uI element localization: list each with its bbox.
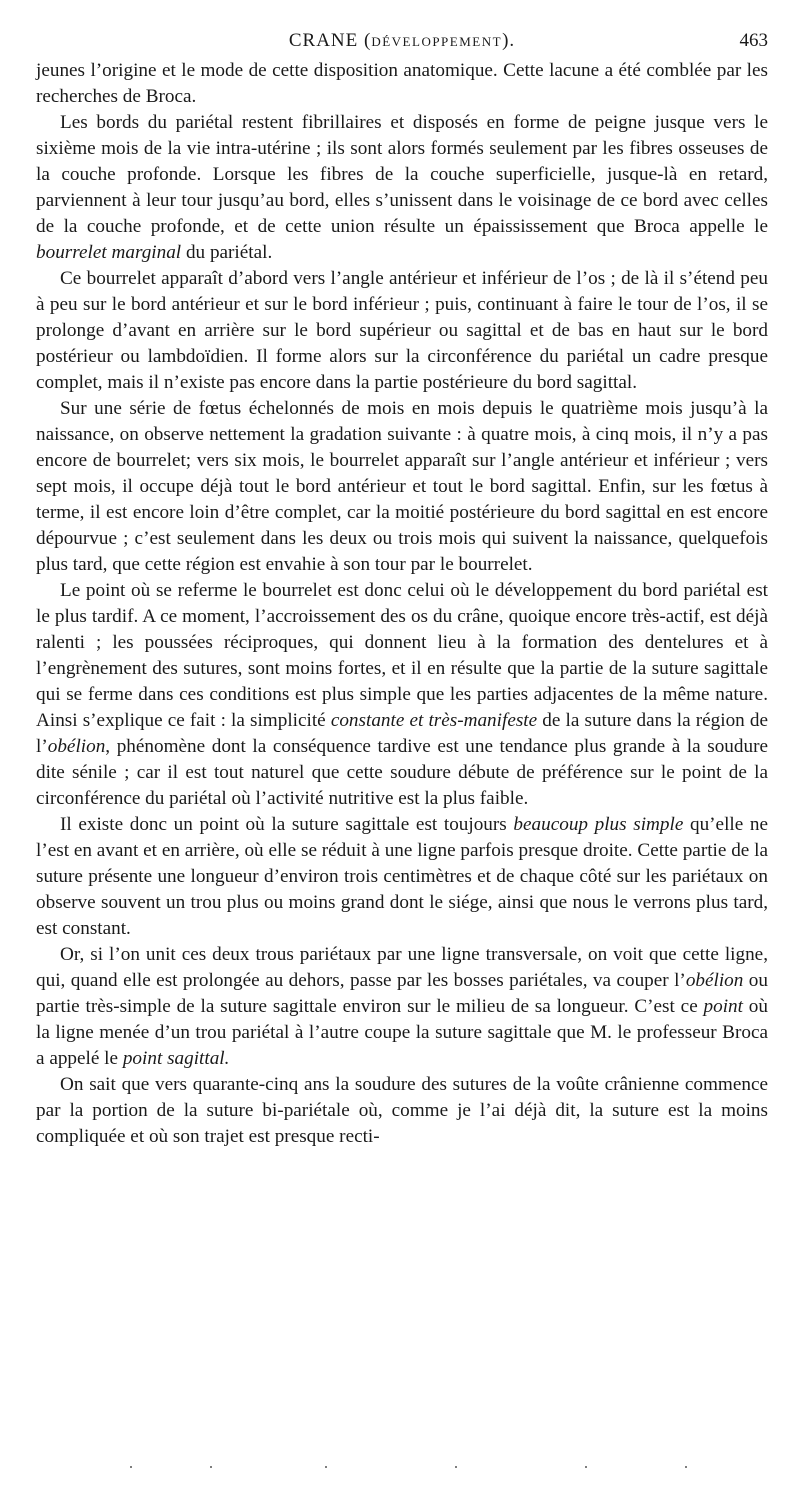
text-run: qu’elle ne l’est en avant et en arrière, où elle se réduit à une ligne parfois presque droite. Cette partie de la suture présente une longueur d’environ trois centimètres et de chaque côté sur les pariétaux on observe souvent un trou plus ou moins grand dont le siége, ainsi que nous le verrons plus tard, est constant. — [36, 814, 768, 939]
running-title — [36, 30, 768, 52]
running-title-end: ). — [502, 30, 516, 51]
text-run: On sait que vers quarante-cinq ans la soudure des sutures de la voûte crânienne commence par la portion de la suture bi-pariétale où, comme je l’ai déjà dit, la suture est la moins compliquée et où son trajet est presque recti- — [36, 1074, 768, 1147]
body-text — [36, 58, 768, 1150]
page-number: 463 — [739, 30, 768, 51]
italic-text: bourrelet marginal — [36, 242, 182, 263]
italic-text: point — [703, 996, 743, 1017]
paragraph — [36, 266, 768, 396]
text-run: Il existe donc un point où la suture sagittale est toujours — [60, 814, 514, 835]
paragraph — [36, 942, 768, 1072]
italic-text: obélion — [47, 736, 106, 757]
text-run: ou partie très-simple de la suture sagittale environ sur le milieu de sa longueur. C’est ce — [36, 970, 768, 1017]
paragraph — [36, 578, 768, 812]
footer-specks — [130, 1466, 690, 1470]
text-run: Le point où se referme le bourrelet est donc celui où le développement du bord pariétal est le plus tardif. A ce moment, l’accroissement des os du crâne, quoique encore très-actif, est déjà ralenti ; les poussées réciproques, qui donnent lieu à la formation des dentelures et à l’engrènement des sutures, sont moins fortes, et il en résulte que la partie de la suture sagittale qui se ferme dans ces conditions est plus simple que les parties adjacentes de la même nature. Ainsi s’explique ce fait : la simplicité — [36, 580, 768, 731]
paragraph — [36, 58, 768, 110]
running-title-main: CRANE ( — [288, 30, 372, 51]
speck — [210, 1466, 212, 1468]
speck — [585, 1466, 587, 1468]
text-run: Sur une série de fœtus échelonnés de mois en mois depuis le quatrième mois jusqu’à la naissance, on observe nettement la gradation suivante : à quatre mois, à cinq mois, il n’y a pas encore de bourrelet; vers six mois, le bourrelet apparaît sur l’angle antérieur et inférieur ; vers sept mois, il occupe déjà tout le bord antérieur et tout le bord sagittal. Enfin, sur les fœtus à terme, il est encore loin d’être complet, car la moitié postérieure du bord sagittal en est encore dépourvue ; c’est seulement dans les deux ou trois mois qui suivent la naissance, quelquefois plus tard, que cette région est envahie à son tour par le bourrelet. — [36, 398, 768, 575]
text-run: Les bords du pariétal restent fibrillaires et disposés en forme de peigne jusque vers le sixième mois de la vie intra-utérine ; ils sont alors formés seulement par les fibres osseuses de la couche profonde. Lorsque les fibres de la couche superficielle, jusque-là en retard, parviennent à leur tour jusqu’au bord, elles s’unissent dans le voisinage de ce bord avec celles de la couche profonde, et de cette union résulte un épaississement que Broca appelle le — [36, 112, 768, 237]
paragraph — [36, 110, 768, 266]
italic-text: constante et très-manifeste — [330, 710, 538, 731]
text-run: Or, si l’on unit ces deux trous pariétaux par une ligne transversale, on voit que cette ligne, qui, quand elle est prolongée au dehors, passe par les bosses pariétales, va couper l’ — [36, 944, 768, 991]
text-run: Ce bourrelet apparaît d’abord vers l’angle antérieur et inférieur de l’os ; de là il s’étend peu à peu sur le bord antérieur et sur le bord inférieur ; puis, continuant à faire le tour de l’os, il se prolonge d’avant en arrière sur le bord supérieur ou sagittal et de bas en haut sur le bord postérieur ou lambdoïdien. Il forme alors sur la circonférence du pariétal un cadre presque complet, mais il n’existe pas encore dans la partie postérieure du bord sagittal. — [36, 268, 768, 393]
speck — [455, 1466, 457, 1468]
italic-text: point sagittal. — [122, 1048, 230, 1069]
paragraph — [36, 396, 768, 578]
paragraph — [36, 812, 768, 942]
running-head — [36, 24, 768, 58]
text-run: jeunes l’origine et le mode de cette disposition anatomique. Cette lacune a été comblée par les recherches de Broca. — [36, 60, 768, 107]
text-run: , phénomène dont la conséquence tardive est une tendance plus grande à la soudure dite sénile ; car il est tout naturel que cette soudure débute de préférence sur le point de la circonférence du pariétal où l’activité nutritive est la plus faible. — [36, 736, 768, 809]
speck — [130, 1466, 132, 1468]
text-run: du pariétal. — [181, 242, 273, 263]
text-run: où la ligne menée d’un trou pariétal à l’autre coupe la suture sagittale que M. le professeur Broca a appelé le — [36, 996, 768, 1069]
text-run: de la suture dans la région de l’ — [36, 710, 768, 757]
speck — [325, 1466, 327, 1468]
running-title-smallcaps: DÉVELOPPEMENT — [371, 34, 503, 49]
document-page — [36, 24, 768, 1150]
paragraph — [36, 1072, 768, 1150]
italic-text: beaucoup plus simple — [513, 814, 684, 835]
speck — [685, 1466, 687, 1468]
italic-text: obélion — [685, 970, 744, 991]
